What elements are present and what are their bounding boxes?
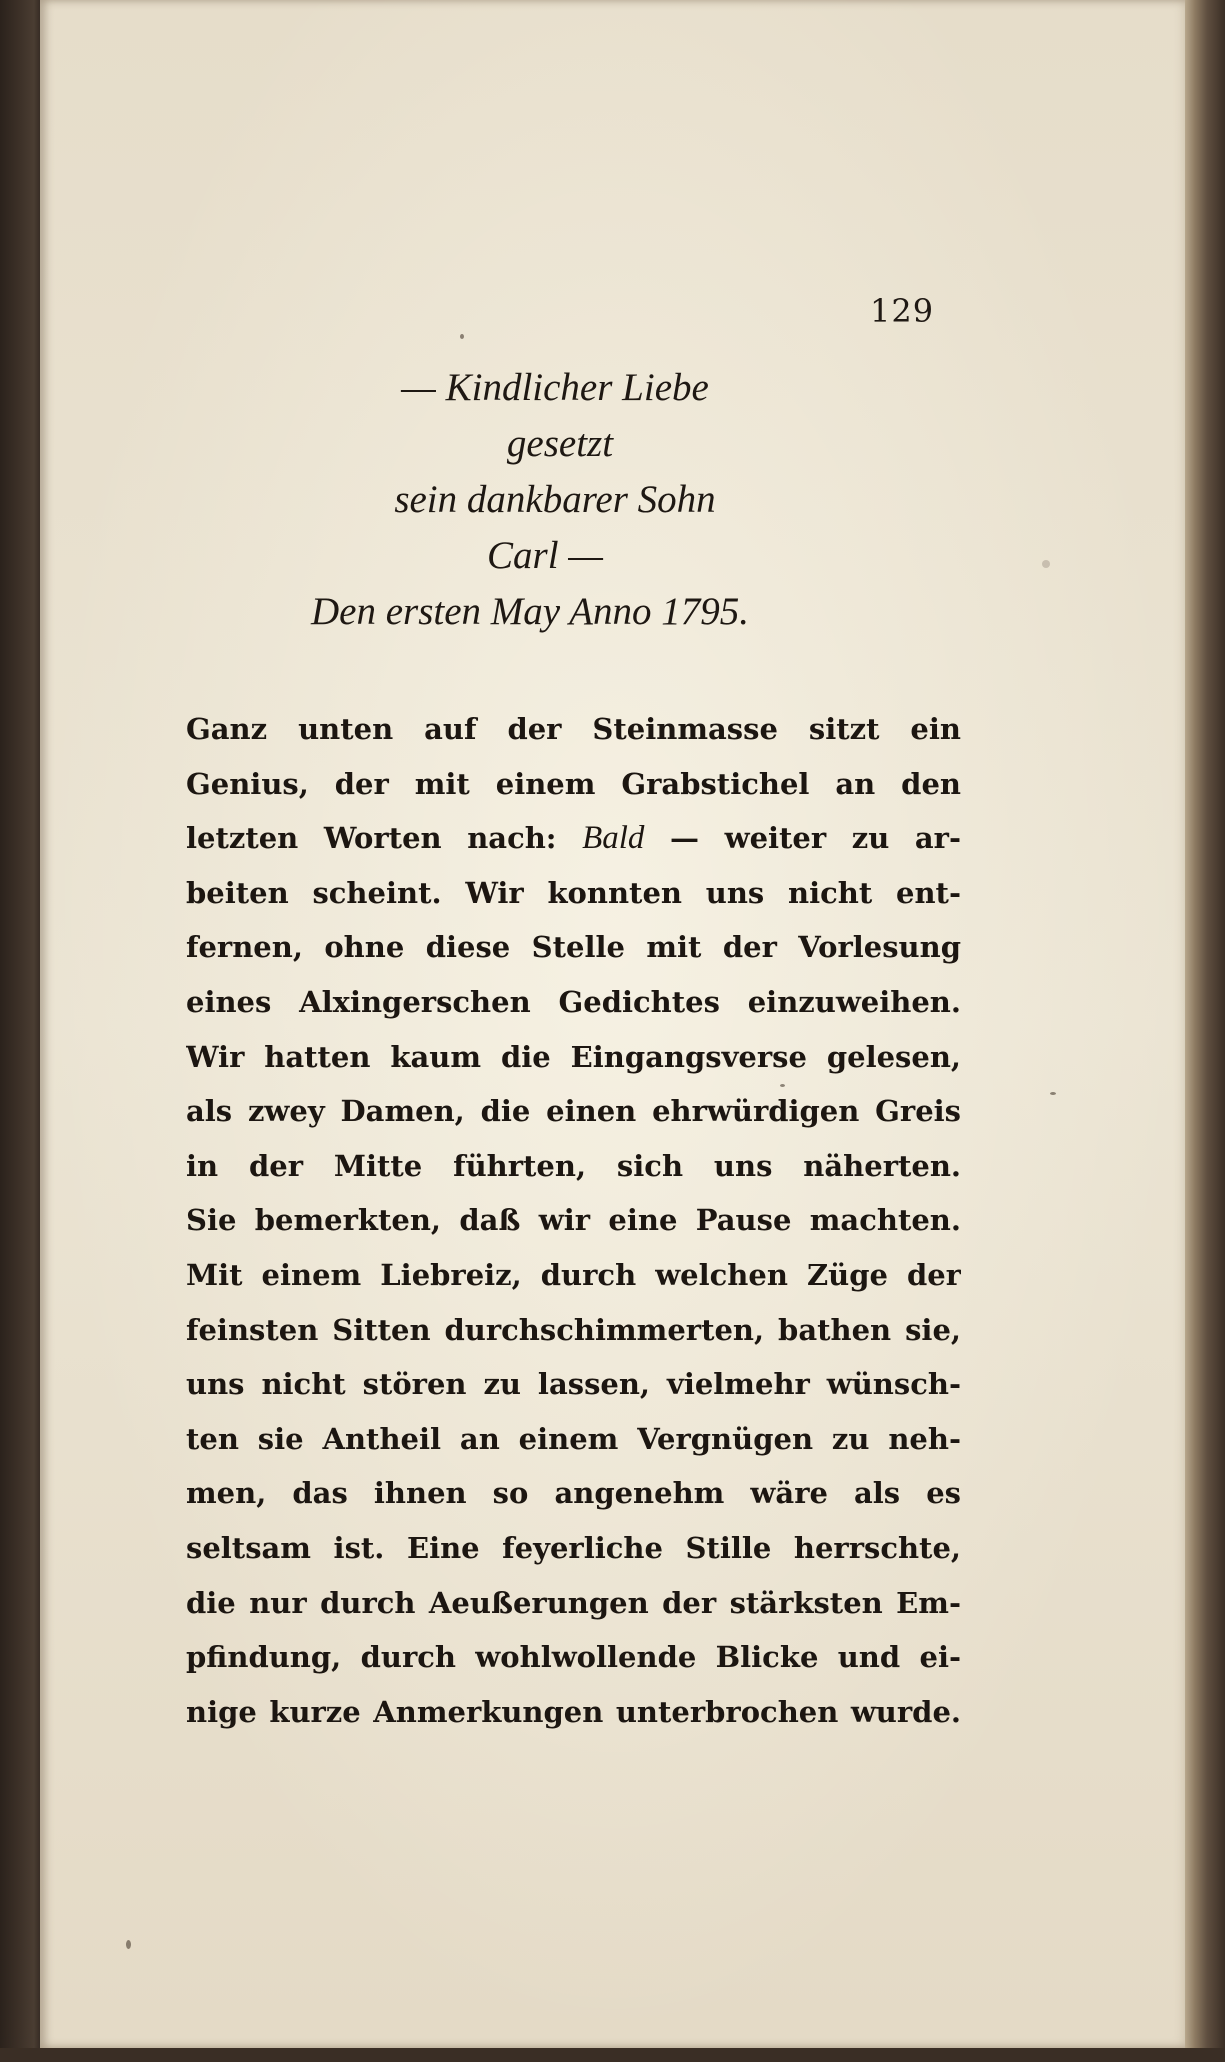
- dedication-line: — Kindlicher Liebe: [401, 366, 709, 409]
- text-line: [186, 1139, 961, 1194]
- text-line: [186, 1685, 961, 1740]
- dedication-inscription: [160, 360, 880, 640]
- text-segment: Ganz unten auf der Steinmasse sitzt ein: [186, 712, 961, 746]
- dedication-line: Den ersten May Anno 1795.: [311, 590, 749, 633]
- text-line: [186, 1357, 961, 1412]
- dedication-line: Carl —: [487, 534, 603, 577]
- paper-speck: [1050, 1092, 1056, 1095]
- paper-speck: [1042, 560, 1050, 568]
- text-segment: letzten Worten nach:: [186, 821, 583, 856]
- text-segment: beiten scheint. Wir konnten uns nicht ent-: [186, 875, 961, 910]
- text-segment: — weiter zu ar-: [644, 821, 961, 856]
- text-segment: uns nicht stören zu lassen, vielmehr wünsch-: [186, 1367, 961, 1402]
- text-segment: fernen, ohne diese Stelle mit der Vorlesung: [186, 930, 961, 965]
- text-segment: als zwey Damen, die einen ehrwürdigen Greis: [186, 1094, 961, 1129]
- text-line: [186, 1466, 961, 1521]
- text-line: [186, 1630, 961, 1685]
- text-line: [186, 1084, 961, 1139]
- text-segment: Wir hatten kaum die Eingangsverse gelesen,: [186, 1039, 961, 1074]
- text-segment: Sie bemerkten, daß wir eine Pause machten.: [186, 1203, 961, 1238]
- text-line: [186, 1576, 961, 1631]
- text-line: [186, 866, 961, 921]
- text-segment: ten sie Antheil an einem Vergnügen zu neh-: [186, 1421, 961, 1456]
- page-edge: [1185, 0, 1225, 2062]
- text-line: [186, 811, 961, 866]
- text-segment: Mit einem Liebreiz, durch welchen Züge der: [186, 1257, 961, 1292]
- text-line: [186, 1193, 961, 1248]
- text-line: [186, 702, 961, 757]
- page-number: 129: [870, 292, 935, 330]
- text-segment: die nur durch Aeußerungen der stärksten Em-: [186, 1585, 961, 1620]
- text-segment: nige kurze Anmerkungen unterbrochen wurde.: [186, 1694, 961, 1729]
- text-segment: feinsten Sitten durchschimmerten, bathen sie,: [186, 1312, 961, 1347]
- dedication-line: sein dankbarer Sohn: [394, 478, 716, 521]
- body-paragraph: [186, 702, 961, 1739]
- text-segment: Genius, der mit einem Grabstichel an den: [186, 766, 961, 801]
- paper-speck: [460, 334, 464, 339]
- dedication-line: gesetzt: [506, 422, 614, 465]
- text-segment: pfindung, durch wohlwollende Blicke und ei-: [186, 1640, 961, 1675]
- text-line: [186, 1030, 961, 1085]
- paper-speck: [126, 1940, 131, 1949]
- text-segment: seltsam ist. Eine feyerliche Stille herrschte,: [186, 1530, 961, 1565]
- text-line: [186, 1303, 961, 1358]
- text-line: [186, 1521, 961, 1576]
- text-segment: men, das ihnen so angenehm wäre als es: [186, 1476, 961, 1511]
- page-edge-bottom: [0, 2048, 1225, 2062]
- text-segment: in der Mitte führten, sich uns näherten.: [186, 1148, 961, 1183]
- text-line: [186, 1412, 961, 1467]
- italic-word: Bald: [582, 820, 645, 857]
- text-segment: eines Alxingerschen Gedichtes einzuweihen.: [186, 984, 961, 1019]
- text-line: [186, 757, 961, 812]
- text-line: [186, 920, 961, 975]
- text-line: [186, 1248, 961, 1303]
- text-line: [186, 975, 961, 1030]
